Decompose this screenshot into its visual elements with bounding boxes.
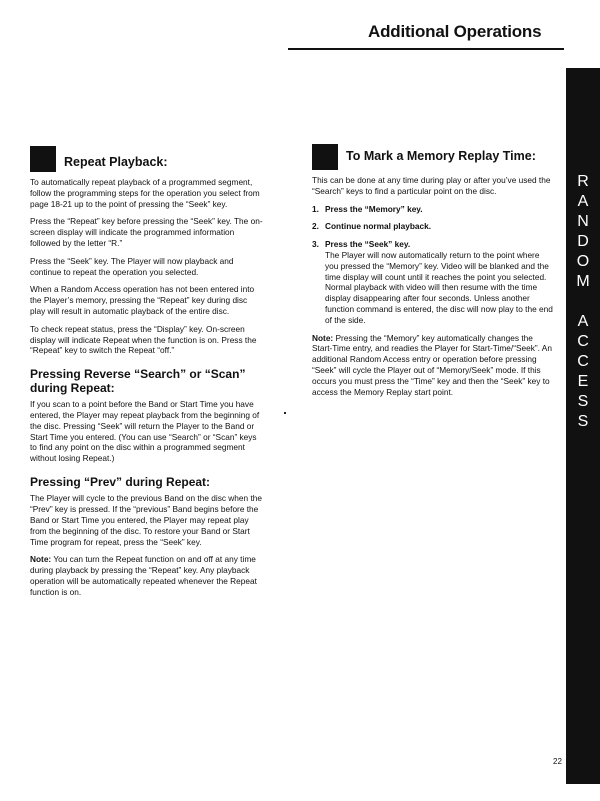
note-paragraph bbox=[312, 333, 554, 398]
right-column bbox=[312, 144, 554, 404]
step-number: 3. bbox=[312, 239, 319, 250]
memory-replay-heading: To Mark a Memory Replay Time: bbox=[346, 149, 536, 163]
repeat-playback-heading: Repeat Playback: bbox=[64, 155, 168, 169]
side-letter: E bbox=[577, 373, 589, 390]
title-rule bbox=[288, 48, 564, 50]
side-letter: O bbox=[576, 253, 590, 270]
left-column bbox=[30, 146, 264, 605]
side-letter: D bbox=[577, 233, 589, 250]
side-letter: N bbox=[577, 213, 589, 230]
side-letter: M bbox=[576, 273, 590, 290]
step-content bbox=[325, 221, 431, 232]
section-marker-square bbox=[312, 144, 338, 170]
step-number: 1. bbox=[312, 203, 319, 214]
list-item bbox=[312, 221, 554, 232]
step-body: The Player will now automatically return to the point where you pressed the “Memory” key. Video will be blanked and the time display will count until it reaches the point you selected. Normal playback with video will then resume with the time display disappearing after four seconds. Unless another function command is entered, the disc will now play to the end of the side. bbox=[325, 249, 553, 325]
side-letter: R bbox=[577, 173, 589, 190]
side-letter: C bbox=[577, 353, 589, 370]
side-letter: S bbox=[577, 413, 589, 430]
paragraph: To check repeat status, press the “Display” key. On-screen display will indicate Repeat when the function is on. Press the “Repeat” key to switch the Repeat “off.” bbox=[30, 323, 257, 356]
note-text: You can turn the Repeat function on and off at any time during playback by pressing the “Repeat” key. Any playback operation will be automatically repeated whenever the Repeat function is on. bbox=[30, 554, 257, 597]
note-text: Pressing the “Memory” key automatically changes the Start-Time entry, and readies the Player for Start-Time/“Seek”. An additional Random Access entry or operation before pressing “Seek” will cycle the Player out of “Memory/Seek” mode. If this occurs you must press the “Time” key and then the “Seek” key to access the Memory Replay start point. bbox=[312, 332, 552, 397]
stray-dot bbox=[284, 412, 286, 414]
section-marker-square bbox=[30, 146, 56, 172]
note-label: Note: bbox=[312, 332, 334, 343]
note-label: Note: bbox=[30, 554, 52, 565]
paragraph: When a Random Access operation has not been entered into the Player’s memory, pressing the “Repeat” key during disc play will result in automatic playback of the entire disc. bbox=[30, 284, 255, 316]
paragraph: The Player will cycle to the previous Band on the disc when the “Prev” key is pressed. If the “previous” Band begins before the Band or Start Time you entered, the Player may repeat play from the beginning of the disc. To restore your Band or Start Time program for repeat, press the “Seek” key. bbox=[30, 493, 262, 547]
side-letter-gap bbox=[566, 292, 600, 312]
paragraph: This can be done at any time during play or after you’ve used the “Search” keys to find a particular point on the disc. bbox=[312, 175, 551, 196]
paragraph: To automatically repeat playback of a programmed segment, follow the programming steps for the operation you select from page 18-21 up to the point of pressing the “Seek” key. bbox=[30, 177, 260, 209]
paragraph: Press the “Repeat” key before pressing the “Seek” key. The on-screen display will indicate the programmed information followed by the letter “R.” bbox=[30, 216, 263, 248]
step-label: Press the “Memory” key. bbox=[325, 203, 423, 214]
reverse-search-heading: Pressing Reverse “Search” or “Scan” during Repeat: bbox=[30, 367, 246, 395]
prev-repeat-heading: Pressing “Prev” during Repeat: bbox=[30, 474, 211, 489]
paragraph: Press the “Seek” key. The Player will now playback and continue to repeat the operation you selected. bbox=[30, 255, 234, 277]
step-content bbox=[325, 239, 554, 325]
side-letter: A bbox=[577, 313, 589, 330]
step-label: Continue normal playback. bbox=[325, 221, 432, 232]
page-title: Additional Operations bbox=[368, 22, 542, 41]
step-label: Press the “Seek” key. bbox=[325, 239, 411, 250]
step-list bbox=[312, 204, 554, 326]
note-paragraph bbox=[30, 554, 264, 597]
memory-replay-header bbox=[312, 144, 554, 170]
repeat-playback-header bbox=[30, 146, 264, 172]
list-item bbox=[312, 204, 554, 215]
list-item bbox=[312, 239, 554, 325]
side-tab-letters bbox=[566, 172, 600, 432]
side-letter: A bbox=[577, 193, 589, 210]
side-letter: S bbox=[577, 393, 589, 410]
page-number: 22 bbox=[553, 757, 562, 766]
paragraph: If you scan to a point before the Band or Start Time you have entered, the Player may repeat playback from the beginning of the disc. Pressing “Seek” will return the Player to the Band or Start Time you entered. (You can use “Search” or “Scan” keys to find any point on the disc within a programmed segment without losing Repeat.) bbox=[30, 399, 260, 464]
step-content bbox=[325, 204, 423, 215]
step-number: 2. bbox=[312, 221, 319, 232]
side-letter: C bbox=[577, 333, 589, 350]
